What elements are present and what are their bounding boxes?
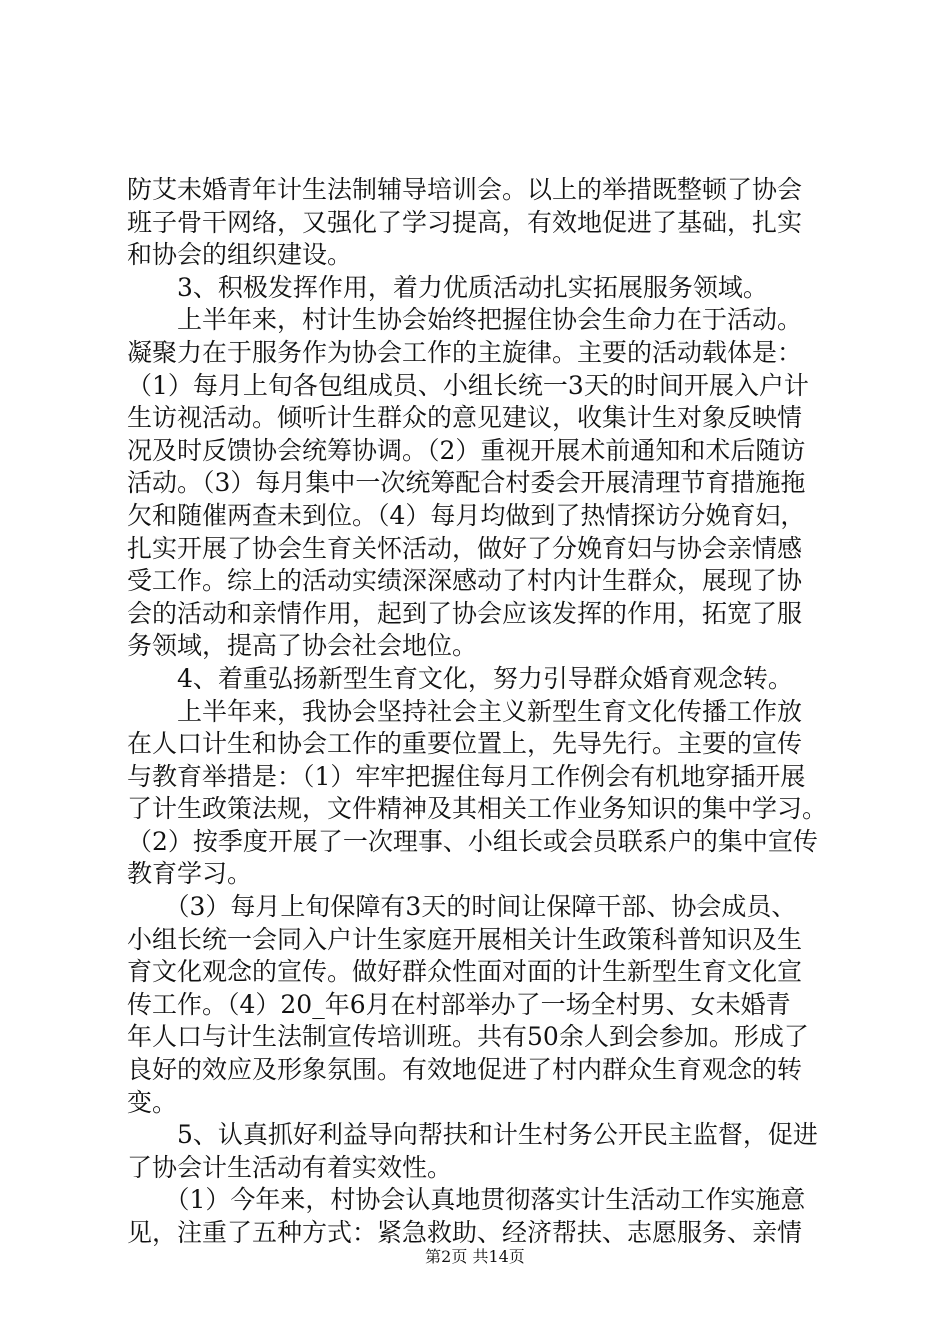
text-line: 和协会的组织建设。 (127, 240, 353, 270)
text-line: 上半年来，村计生协会始终把握住协会生命力在于活动。 (127, 305, 803, 335)
text-line: 活动。（3）每月集中一次统筹配合村委会开展清理节育措施拖 (127, 468, 806, 498)
text-line: 在人口计生和协会工作的重要位置上，先导先行。主要的宣传 (127, 729, 803, 759)
text-line: 变。 (127, 1087, 178, 1117)
text-line: 了计生政策法规，文件精神及其相关工作业务知识的集中学习。 (127, 794, 828, 824)
document-body (127, 174, 847, 1250)
text-line: （2）按季度开展了一次理事、小组长或会员联系户的集中宣传 (127, 826, 818, 856)
text-line: （3）每月上旬保障有3天的时间让保障干部、协会成员、 (127, 892, 797, 922)
text-line: 与教育举措是：（1）牢牢把握住每月工作例会有机地穿插开展 (127, 761, 806, 791)
text-line: 小组长统一会同入户计生家庭开展相关计生政策科普知识及生 (127, 924, 803, 954)
text-line: （1）每月上旬各包组成员、小组长统一3天的时间开展入户计 (127, 370, 809, 400)
text-line: 上半年来，我协会坚持社会主义新型生育文化传播工作放 (127, 696, 803, 726)
text-line: 了协会计生活动有着实效性。 (127, 1152, 453, 1182)
text-line: 务领域，提高了协会社会地位。 (127, 631, 478, 661)
section-heading-3: 3、积极发挥作用，着力优质活动扎实拓展服务领域。 (127, 272, 768, 302)
text-line: （1）今年来，村协会认真地贯彻落实计生活动工作实施意 (127, 1185, 806, 1215)
text-line: 班子骨干网络，又强化了学习提高，有效地促进了基础，扎实 (127, 207, 803, 237)
text-line: 受工作。综上的活动实绩深深感动了村内计生群众，展现了协 (127, 566, 803, 596)
text-line: 防艾未婚青年计生法制辅导培训会。以上的举措既整顿了协会 (127, 175, 803, 204)
text-line: 生访视活动。倾听计生群众的意见建议，收集计生对象反映情 (127, 403, 803, 433)
text-line: 见，注重了五种方式：紧急救助、经济帮扶、志愿服务、亲情 (127, 1218, 803, 1247)
text-line: 育文化观念的宣传。做好群众性面对面的计生新型生育文化宣 (127, 957, 803, 987)
text-line: 扎实开展了协会生育关怀活动，做好了分娩育妇与协会亲情感 (127, 533, 803, 563)
text-line: 凝聚力在于服务作为协会工作的主旋律。主要的活动载体是： (127, 337, 803, 367)
text-line: 欠和随催两查未到位。（4）每月均做到了热情探访分娩育妇， (127, 500, 806, 530)
text-line: 良好的效应及形象氛围。有效地促进了村内群众生育观念的转 (127, 1055, 803, 1085)
section-heading-4: 4、着重弘扬新型生育文化，努力引导群众婚育观念转。 (127, 663, 793, 693)
page-number-footer: 第2页 共14页 (425, 1247, 525, 1266)
text-line: 传工作。（4）20_年6月在村部举办了一场全村男、女未婚青 (127, 989, 791, 1019)
text-line: 况及时反馈协会统筹协调。（2）重视开展术前通知和术后随访 (127, 435, 806, 465)
text-line: 年人口与计生法制宣传培训班。共有50余人到会参加。形成了 (127, 1022, 809, 1052)
text-line: 会的活动和亲情作用，起到了协会应该发挥的作用，拓宽了服 (127, 598, 803, 628)
section-heading-5: 5、认真抓好利益导向帮扶和计生村务公开民主监督，促进 (127, 1120, 818, 1150)
text-line: 教育学习。 (127, 859, 253, 889)
